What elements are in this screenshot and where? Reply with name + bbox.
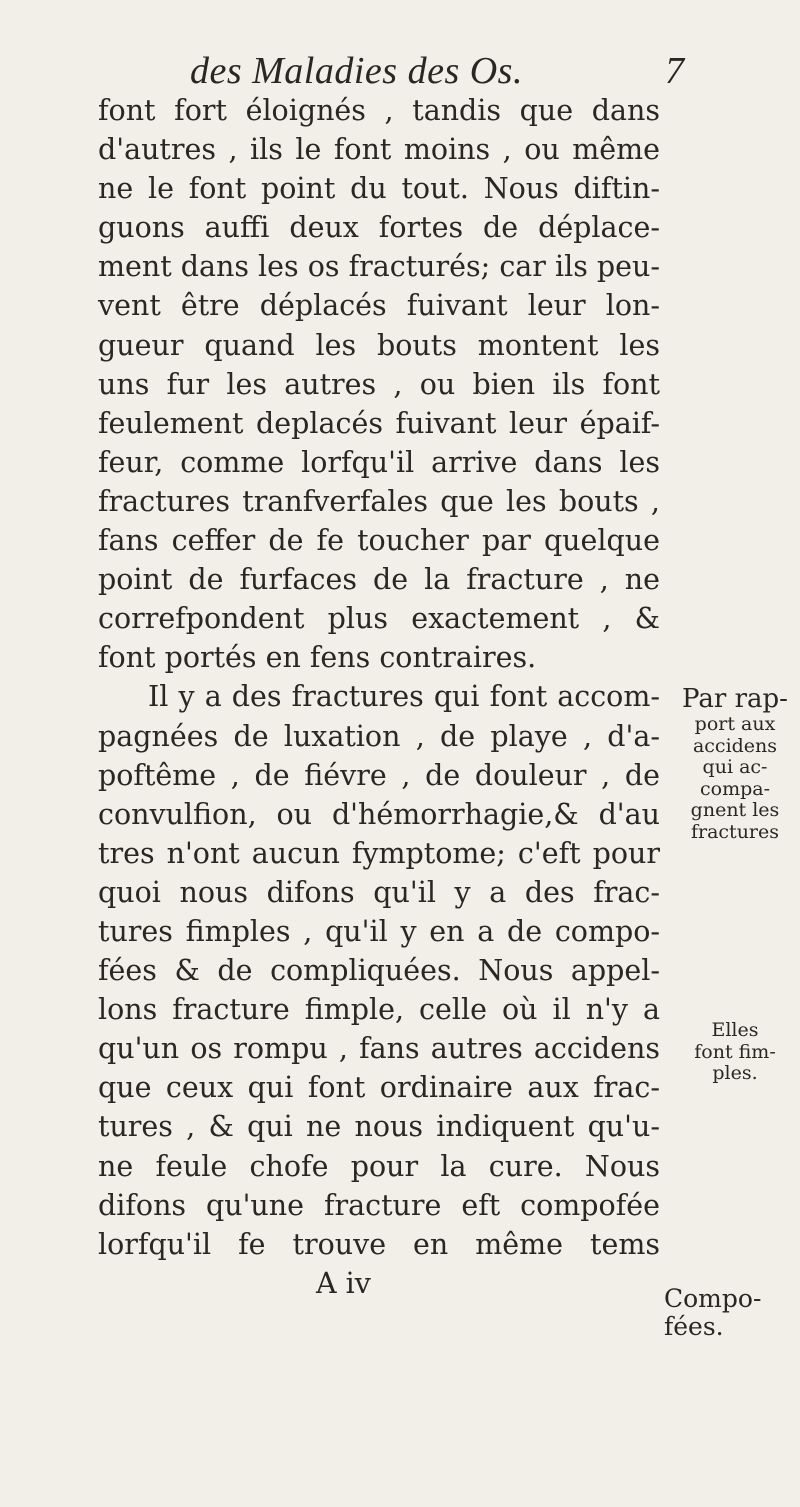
margin-note-line: qui ac- <box>702 756 768 778</box>
paragraph-start-line: Il y a des fractures qui font accom- <box>148 680 660 714</box>
text-line: guons auffi deux fortes de déplace- <box>98 211 660 245</box>
text-line: tures , & qui ne nous indiquent qu'u- <box>98 1110 660 1144</box>
text-line: ne feule chofe pour la cure. Nous <box>98 1149 660 1183</box>
text-line: difons qu'une fracture eft compofée <box>98 1188 660 1222</box>
text-line: que ceux qui font ordinaire aux frac- <box>98 1071 660 1105</box>
text-line: convulfion, ou d'hémorrhagie,& d'au <box>98 797 660 831</box>
text-line: uns fur les autres , ou bien ils font <box>98 367 660 401</box>
margin-note-line: font fim- <box>694 1040 776 1063</box>
text-line: d'autres , ils le font moins , ou même <box>98 133 660 167</box>
page-number: 7 <box>665 50 684 92</box>
body-text <box>98 91 660 1303</box>
text-line: pagnées de luxation , de playe , d'a- <box>98 719 660 753</box>
text-line: lorfqu'il fe trouve en même tems <box>98 1227 660 1261</box>
margin-note-line: fées. <box>664 1312 724 1341</box>
margin-note-line: Elles <box>711 1019 759 1041</box>
page-header <box>0 46 800 96</box>
text-line: feur, comme lorfqu'il arrive dans les <box>98 445 660 479</box>
margin-note-composees <box>664 1285 800 1341</box>
text-line: tres n'ont aucun fymptome; c'eft pour <box>98 836 660 870</box>
text-line: font fort éloignés , tandis que dans <box>98 94 660 127</box>
margin-note-line: gnent les <box>690 799 780 821</box>
text-line: fées & de compliquées. Nous appel- <box>98 954 660 988</box>
margin-note-simples <box>672 1020 798 1085</box>
running-head: des Maladies des Os. <box>190 50 523 92</box>
margin-note-line: Par rap- <box>682 684 788 714</box>
text-line: qu'un os rompu , fans autres accidens <box>98 1032 660 1066</box>
text-line: tures fimples , qu'il y en a de compo- <box>98 914 660 948</box>
margin-note-line: fractures <box>690 820 780 843</box>
catchword: A iv <box>316 1266 371 1300</box>
text-line: ment dans les os fracturés; car ils peu- <box>98 250 660 284</box>
text-line: lons fracture fimple, celle où il n'y a <box>98 993 660 1027</box>
text-line: vent être déplacés fuivant leur lon- <box>98 289 660 323</box>
margin-note-line: Compo- <box>664 1284 762 1313</box>
text-line: feulement deplacés fuivant leur épaif- <box>98 406 660 440</box>
margin-note-line: accidens <box>692 734 778 757</box>
margin-note-par-rapport <box>672 684 798 843</box>
text-line: correfpondent plus exactement , & <box>98 602 660 636</box>
text-line: ne le font point du tout. Nous diftin- <box>98 172 660 206</box>
text-line: font portés en fens contraires. <box>98 641 537 675</box>
margin-note-line: port aux <box>694 713 776 735</box>
text-line: fans ceffer de fe toucher par quelque <box>98 524 660 558</box>
margin-note-line: compa- <box>699 777 770 800</box>
text-line: poftême , de fiévre , de douleur , de <box>98 758 660 792</box>
margin-note-line: ples. <box>712 1062 758 1084</box>
text-line: point de furfaces de la fracture , ne <box>98 563 660 597</box>
text-line: quoi nous difons qu'il y a des frac- <box>98 875 660 909</box>
text-line: fractures tranfverfales que les bouts , <box>98 484 660 518</box>
text-line: gueur quand les bouts montent les <box>98 328 660 362</box>
